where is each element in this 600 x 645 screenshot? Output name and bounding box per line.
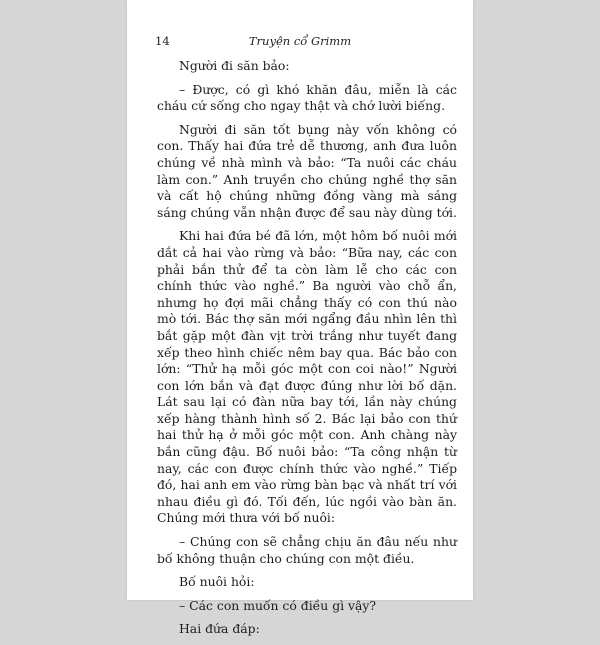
paragraph: Hai đứa đáp: bbox=[179, 621, 260, 637]
paragraph: Người đi săn tốt bụng này vốn không có con. Thấy hai đứa trẻ dễ thương, anh đưa luôn chúng về nhà mình và bảo: “Ta nuôi các cháu làm con.” Anh truyền cho chúng nghề thợ săn và cất hộ chúng những đồng vàng mà sáng sáng chúng vẫn nhận được để sau này dùng tới. bbox=[157, 121, 457, 220]
page-header bbox=[155, 34, 445, 52]
book-page bbox=[127, 0, 473, 637]
paragraph: – Được, có gì khó khăn đâu, miễn là các cháu cứ sống cho ngay thật và chớ lười biếng. bbox=[157, 81, 457, 114]
paragraph: – Chúng con sẽ chẳng chịu ăn đâu nếu như bố không thuận cho chúng con một điều. bbox=[157, 534, 457, 566]
body-text bbox=[157, 58, 457, 645]
page-number: 14 bbox=[155, 34, 170, 48]
paragraph: Khi hai đứa bé đã lớn, một hôm bố nuôi mới dắt cả hai vào rừng và bảo: “Bữa nay, các con phải bắn thử để ta còn làm lễ cho các con chính thức vào nghề.” Ba người vào chỗ ẩn, nhưng họ đợi mãi chẳng thấy có con thú nào mò tới. Bác thợ săn mới ngẩng đầu nhìn lên thì bắt gặp một đàn vịt trời trắng như tuyết đang xếp theo hình chiếc nêm bay qua. Bác bảo con lớn: “Thử hạ mỗi góc một con coi nào!” Người con lớn bắn và đạt được đúng như lời bố dặn. Lát sau lại có đàn nữa bay tới, lần này chúng xếp hàng thành hình số 2. Bác lại bảo con thứ hai thử hạ ở mỗi góc một con. Anh chàng này bắn cũng đậu. Bố nuôi bảo: “Ta công nhận từ nay, các con được chính thức vào nghề.” Tiếp đó, hai anh em vào rừng bàn bạc và nhất trí với nhau điều gì đó. Tối đến, lúc ngồi vào bàn ăn. Chúng mới thưa với bố nuôi: bbox=[157, 228, 457, 526]
paragraph: – Các con muốn có điều gì vậy? bbox=[179, 597, 377, 613]
paragraph: Bố nuôi hỏi: bbox=[179, 574, 255, 590]
running-title: Truyện cổ Grimm bbox=[248, 34, 352, 48]
paragraph: Người đi săn bảo: bbox=[179, 58, 290, 73]
